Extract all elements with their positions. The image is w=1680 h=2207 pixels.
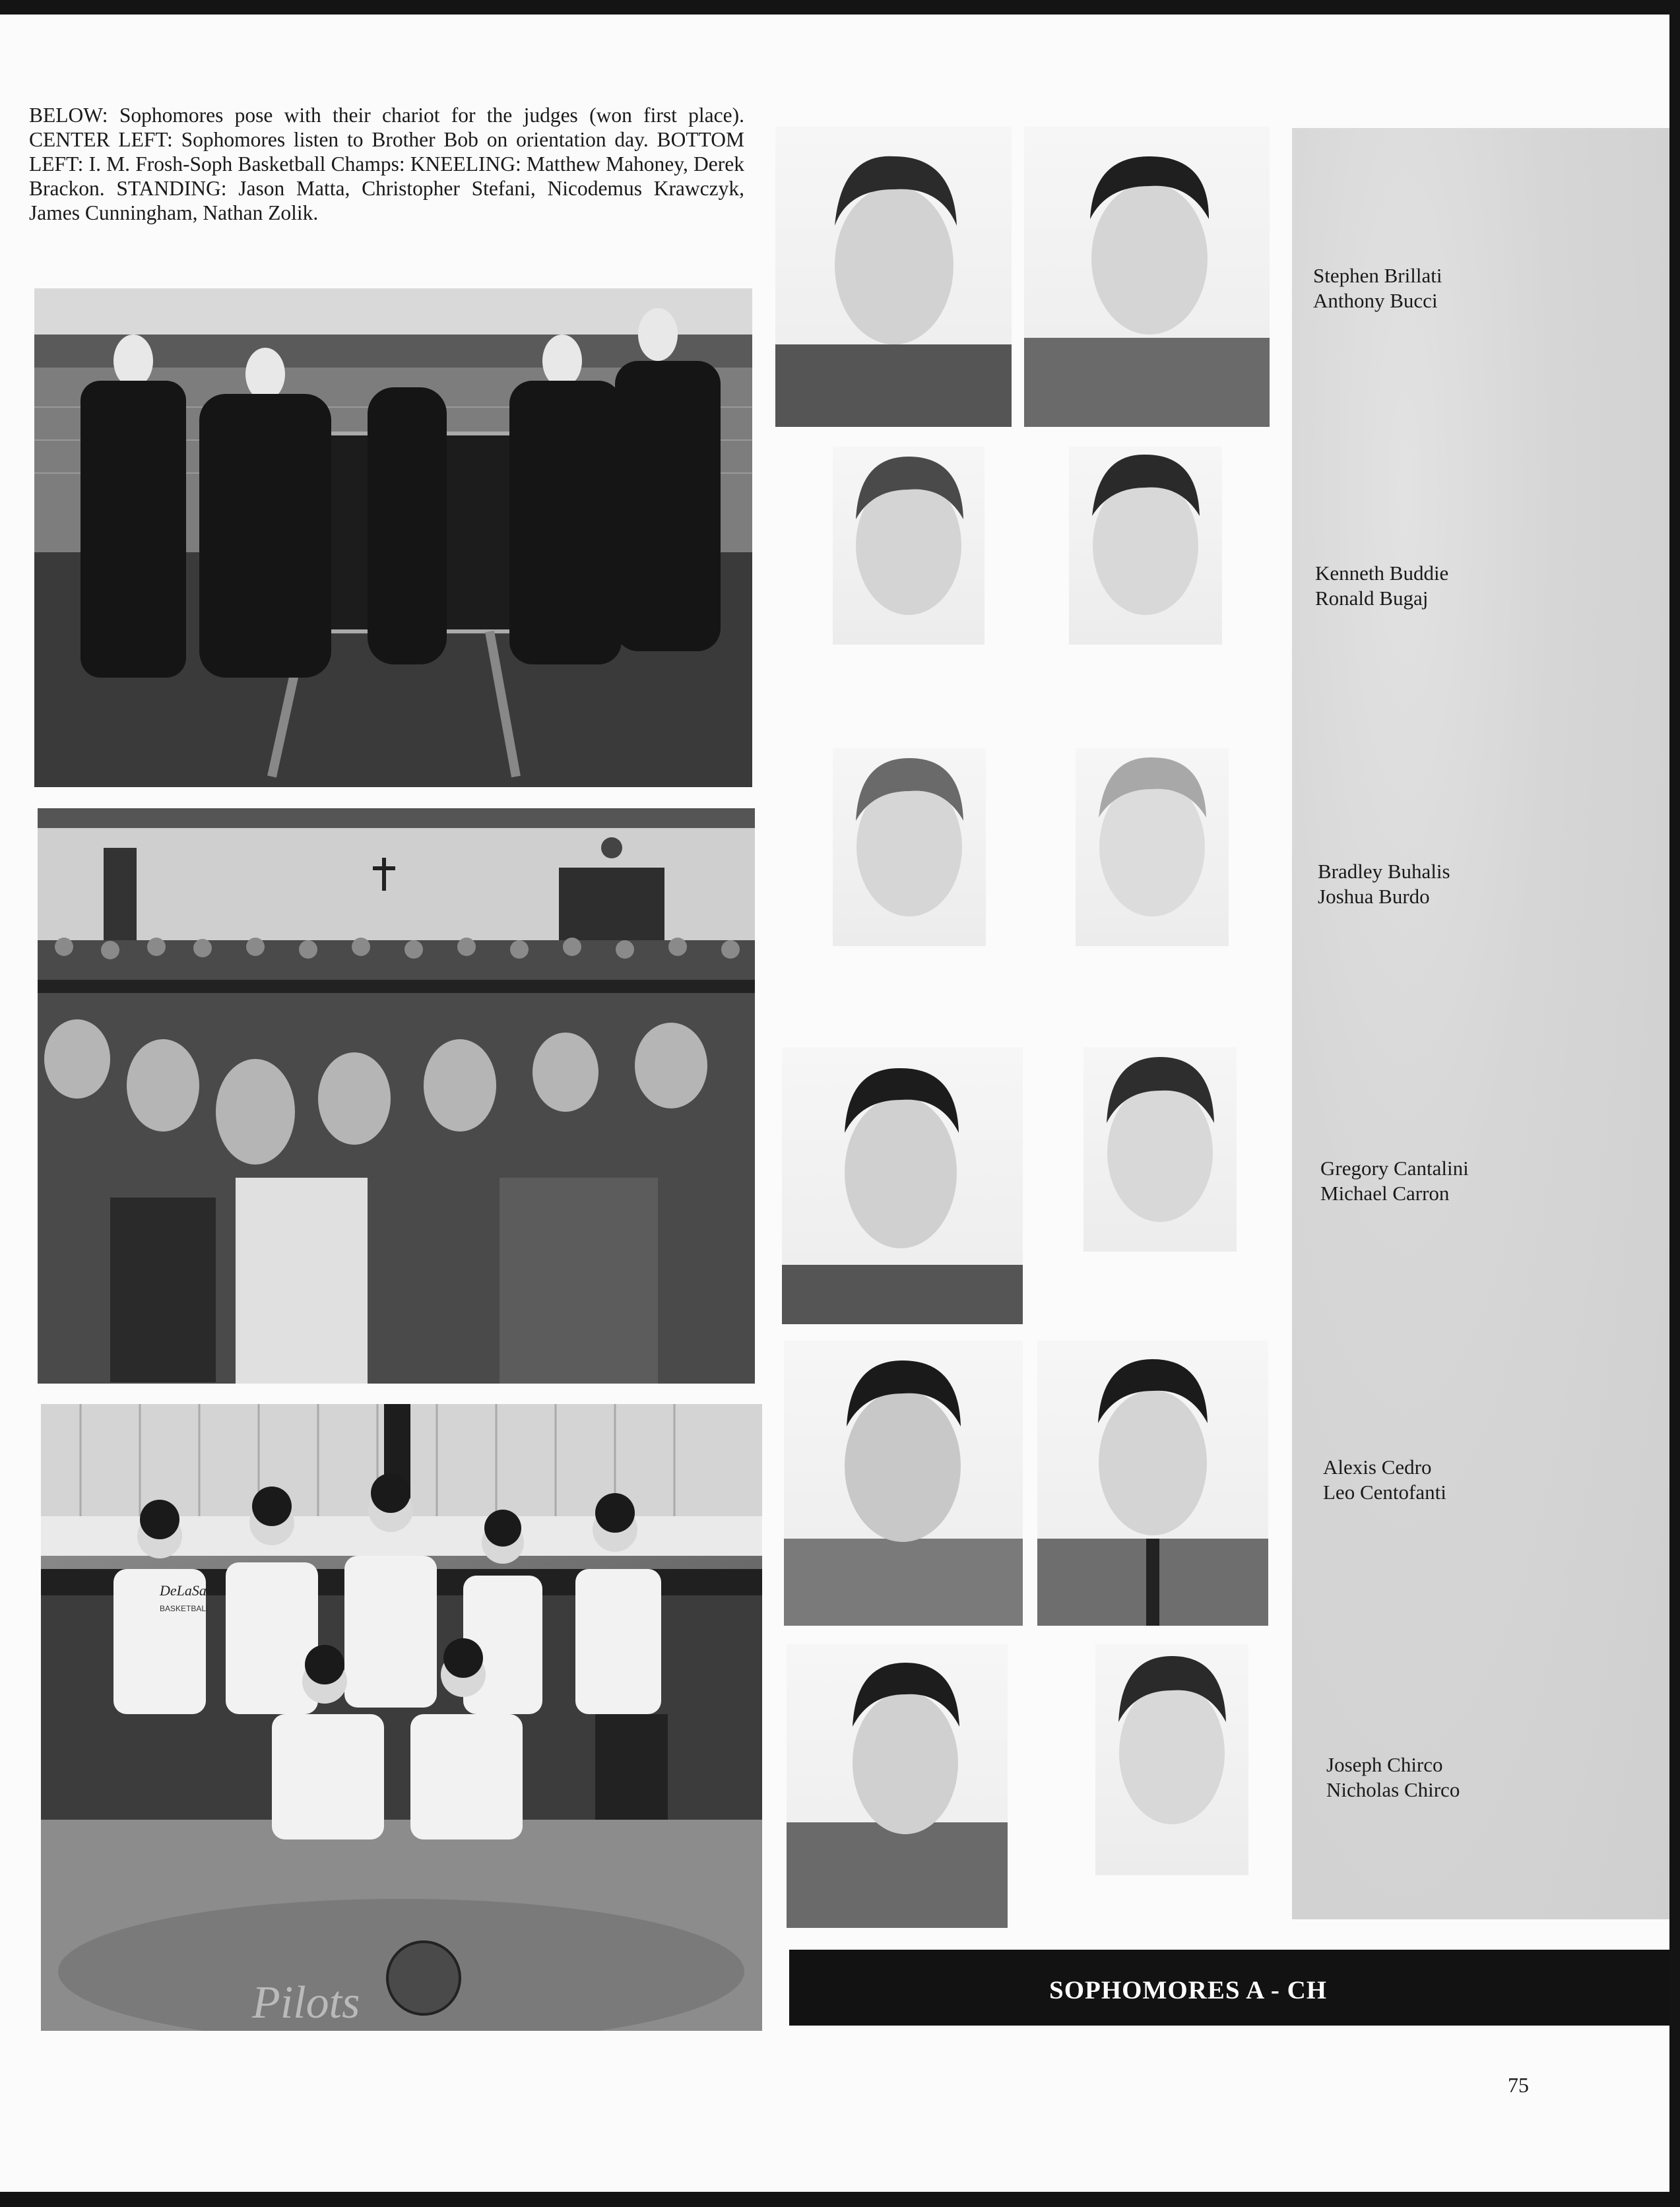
portrait-name: Joseph Chirco	[1326, 1753, 1443, 1776]
floor-logo-text: Pilots	[252, 1977, 360, 2028]
shirt-logo-text: DeLaSalle	[160, 1582, 221, 1599]
portrait-alexis-cedro	[784, 1341, 1023, 1626]
portrait-name: Bradley Buhalis	[1318, 860, 1450, 883]
portrait-name: Anthony Bucci	[1313, 289, 1438, 312]
names-row-3	[1318, 859, 1450, 909]
names-row-2	[1315, 561, 1448, 611]
portrait-name: Michael Carron	[1320, 1182, 1450, 1205]
portrait-nicholas-chirco	[1095, 1644, 1248, 1875]
page-number: 75	[1508, 2073, 1529, 2097]
portrait-name: Stephen Brillati	[1313, 264, 1442, 287]
portrait-name: Alexis Cedro	[1323, 1455, 1432, 1479]
portrait-anthony-bucci	[1024, 127, 1270, 427]
photo-caption: BELOW: Sophomores pose with their chariot for the judges (won first place). CENTER LEFT: Sophomores listen to Brother Bob on orientation day. BOTTOM LEFT: I. M. Frosh-Soph Basketball Champs: KNEELING: Matthew Mahoney, Derek Brackon. STANDING: Jason Matta, Christopher Stefani, Nicodemus Krawczyk, James Cunningham, Nathan Zolik.	[29, 104, 744, 224]
portrait-joshua-burdo	[1076, 748, 1229, 946]
portrait-gregory-cantalini	[782, 1047, 1023, 1324]
portrait-name: Gregory Cantalini	[1320, 1157, 1469, 1180]
name-panel	[1292, 128, 1669, 1919]
yearbook-page	[0, 15, 1669, 2192]
orientation-photo	[38, 808, 755, 1384]
portrait-stephen-brillati	[775, 127, 1012, 427]
chariot-photo	[34, 288, 752, 787]
basketball-champs-photo	[41, 1404, 762, 2031]
names-row-4	[1320, 1156, 1469, 1206]
portrait-leo-centofanti	[1037, 1341, 1268, 1626]
portrait-name: Kenneth Buddie	[1315, 561, 1449, 585]
names-row-1	[1313, 263, 1442, 313]
shirt-line-text: BASKETBALL	[160, 1604, 210, 1613]
names-row-6	[1326, 1752, 1460, 1803]
portrait-name: Nicholas Chirco	[1326, 1778, 1460, 1801]
portrait-bradley-buhalis	[833, 748, 986, 946]
portrait-name: Joshua Burdo	[1318, 885, 1430, 908]
names-row-5	[1323, 1455, 1446, 1505]
portrait-ronald-bugaj	[1069, 447, 1222, 645]
portrait-name: Ronald Bugaj	[1315, 587, 1429, 610]
portrait-joseph-chirco	[787, 1644, 1008, 1928]
portrait-name: Leo Centofanti	[1323, 1481, 1446, 1504]
portrait-kenneth-buddie	[833, 447, 985, 645]
portrait-michael-carron	[1083, 1047, 1237, 1252]
section-title: SOPHOMORES A - CH	[1049, 1976, 1328, 2004]
